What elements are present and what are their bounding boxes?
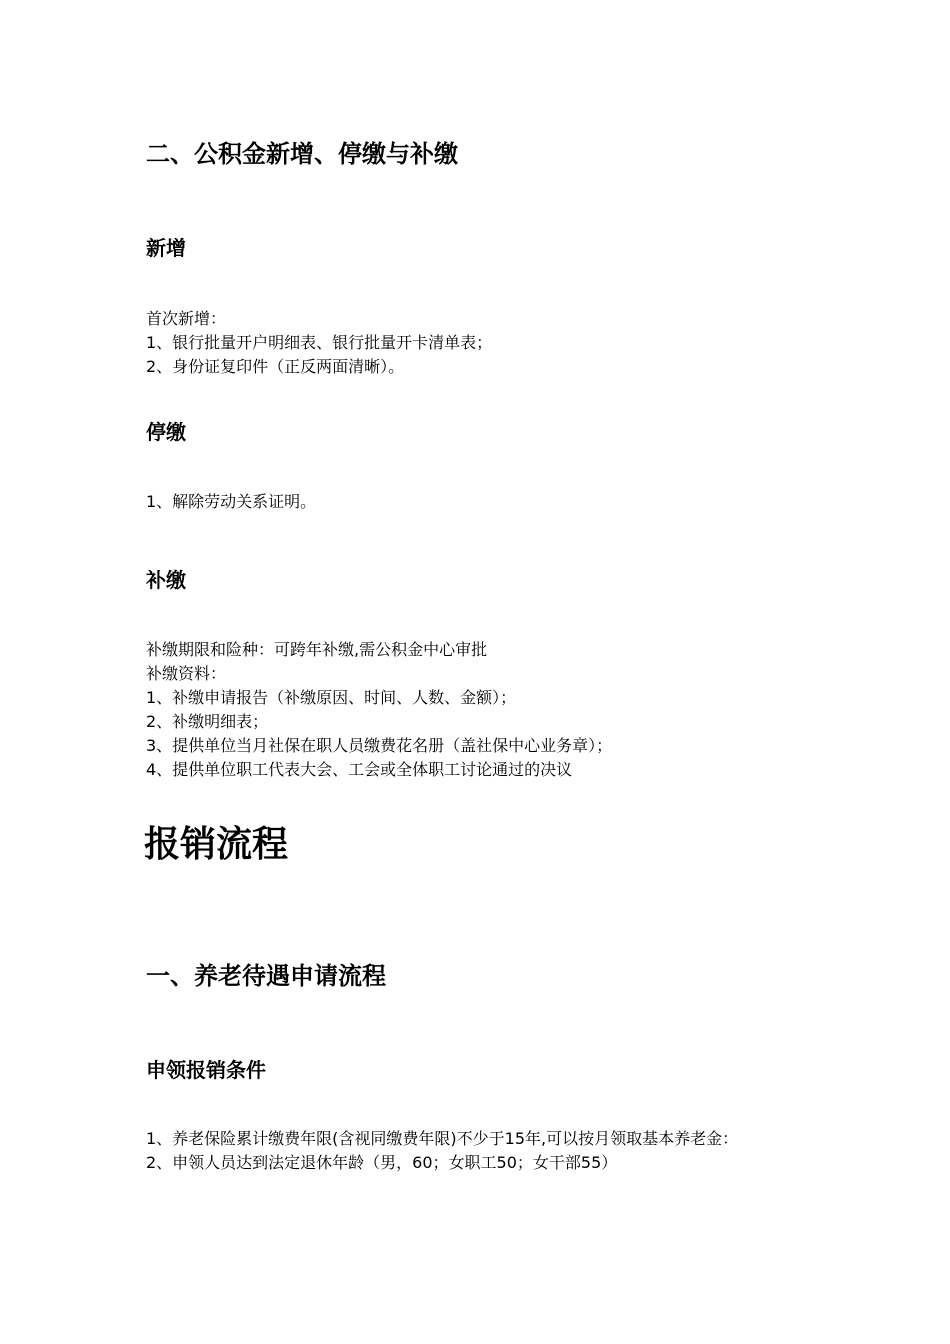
conditions-paragraph [146, 1127, 816, 1175]
section-heading-fund: 二、公积金新增、停缴与补缴 [146, 140, 458, 168]
section-heading-pension: 一、养老待遇申请流程 [146, 962, 386, 990]
text-line: 首次新增： [146, 309, 227, 328]
text-line: 1、养老保险累计缴费年限(含视同缴费年限)不少于15年,可以按月领取基本养老金： [146, 1129, 739, 1148]
text-line: 2、身份证复印件（正反两面清晰）。 [146, 357, 405, 376]
supplement-paragraph [146, 638, 826, 782]
text-line: 4、提供单位职工代表大会、工会或全体职工讨论通过的决议 [146, 760, 573, 779]
stop-paragraph [146, 490, 826, 514]
add-paragraph [146, 307, 826, 379]
subheading-conditions: 申领报销条件 [146, 1058, 266, 1082]
subheading-supplement: 补缴 [146, 568, 186, 592]
text-line: 1、补缴申请报告（补缴原因、时间、人数、金额）； [146, 688, 517, 707]
text-line: 2、补缴明细表； [146, 712, 269, 731]
text-line: 1、银行批量开户明细表、银行批量开卡清单表； [146, 333, 493, 352]
subheading-stop: 停缴 [146, 420, 186, 444]
text-line: 补缴资料： [146, 664, 227, 683]
subheading-add: 新增 [146, 236, 186, 260]
text-line: 补缴期限和险种：可跨年补缴,需公积金中心审批 [146, 640, 488, 659]
text-line: 3、提供单位当月社保在职人员缴费花名册（盖社保中心业务章）； [146, 736, 613, 755]
text-line: 2、申领人员达到法定退休年龄（男，60；女职工50；女干部55） [146, 1153, 618, 1172]
document-title-reimbursement: 报销流程 [144, 824, 289, 865]
text-line: 1、解除劳动关系证明。 [146, 492, 317, 511]
